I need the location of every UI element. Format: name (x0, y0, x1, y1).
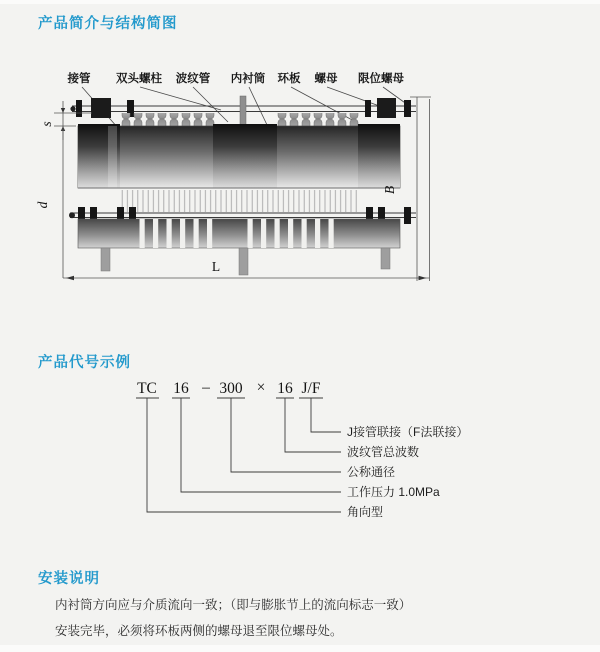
legend-nominal-diameter: 公称通径 (347, 465, 396, 479)
dim-label-d: d (35, 201, 50, 209)
code-legend (347, 424, 468, 519)
dim-label-s: s (39, 121, 54, 127)
section-title-code: 产品代号示例 (38, 355, 131, 371)
dim-label-l: L (211, 259, 221, 274)
product-code-diagram (118, 372, 500, 527)
code-part-pressure: 16 (173, 380, 189, 397)
install-note-line2: 安装完毕，必须将环板两侧的螺母退至限位螺母处。 (55, 624, 343, 638)
legend-working-pressure: 工作压力 1.0MPa (347, 485, 440, 499)
code-leader-lines (136, 398, 341, 512)
code-part-times: × (256, 379, 266, 396)
legend-connection: J接管联接（F法联接） (347, 425, 469, 439)
legend-wave-count: 波纹管总波数 (347, 445, 420, 459)
bottom-studs (101, 248, 390, 275)
bottom-edge-strip (0, 645, 600, 652)
dimension-d (35, 126, 63, 278)
section-title-install: 安装说明 (38, 571, 100, 587)
code-part-waves: 16 (277, 380, 293, 397)
label-ring-plate: 环板 (277, 73, 301, 85)
top-edge-strip (0, 0, 600, 4)
body-upper (78, 124, 400, 188)
label-inner-liner: 内衬筒 (230, 73, 266, 85)
label-nut: 螺母 (314, 73, 338, 85)
convolution-hatch (120, 190, 360, 212)
label-double-end-stud: 双头螺柱 (116, 73, 162, 85)
code-parts (137, 379, 321, 397)
code-part-dash: – (202, 379, 210, 396)
structure-diagram (28, 58, 458, 308)
dim-label-b: B (382, 185, 397, 195)
section-title-intro: 产品简介与结构简图 (38, 16, 178, 32)
label-connecting-pipe: 接管 (67, 73, 91, 85)
code-part-connection: J/F (301, 380, 321, 397)
legend-angular-type: 角向型 (347, 505, 384, 519)
code-part-type: TC (137, 380, 157, 397)
install-note-line1: 内衬筒方向应与介质流向一致；（即与膨胀节上的流向标志一致） (55, 598, 412, 612)
diagram-part-labels (67, 71, 405, 85)
install-notes (55, 592, 525, 644)
label-bellows: 波纹管 (175, 73, 211, 85)
label-limit-nut: 限位螺母 (358, 73, 404, 85)
code-part-diameter: 300 (219, 380, 243, 397)
center-stud-upper (240, 96, 246, 128)
body-lower (78, 219, 400, 248)
